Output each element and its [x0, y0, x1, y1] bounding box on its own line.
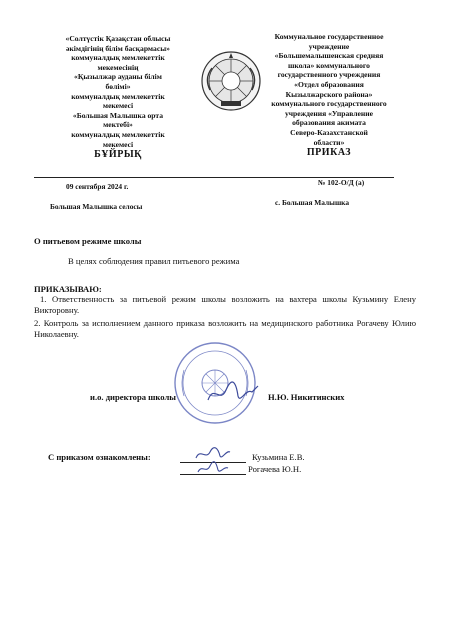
director-signature-icon — [204, 380, 262, 408]
header-ru-line: Северо-Казахстанской — [290, 127, 368, 137]
header-kz-line: мекемесінің — [97, 62, 139, 72]
header-kz-line: бөлімі» — [105, 81, 131, 91]
header-kz-line: «Большая Малышка орта — [72, 110, 164, 120]
header-kz-line: коммуналдық мемлекеттік — [71, 53, 165, 63]
place-kz: Большая Малышка селосы — [50, 202, 143, 211]
header-kz-line: мекемесі — [102, 139, 134, 149]
header-ru-line: учреждения «Управление — [284, 108, 374, 118]
header-ru-line: «Большемалышенская средняя — [274, 51, 384, 61]
order-heading: ПРИКАЗЫВАЮ: — [34, 284, 102, 294]
header-ru-line: Коммунальное государственное — [274, 32, 384, 41]
header-kz-line: «Қызылжар ауданы білім — [74, 72, 162, 82]
header-ru-line: государственного учреждения — [277, 70, 381, 80]
order-item: 1. Ответственность за питьевой режим школы возложить на вахтера школы Кузьмину Елену Викторовну. — [34, 294, 416, 316]
header-kz-line: коммуналдық мемлекеттік — [71, 129, 165, 139]
state-emblem-icon — [200, 50, 262, 112]
header-ru — [262, 32, 396, 158]
doc-title-ru: ПРИКАЗ — [306, 147, 352, 159]
header-kz — [48, 34, 188, 160]
acknowledger-name: Рогачева Ю.Н. — [248, 464, 302, 474]
signatory-name: Н.Ю. Никитинских — [268, 392, 345, 402]
header-ru-line: коммунального государственного — [271, 99, 387, 109]
order-preamble: В целях соблюдения правил питьевого режима — [68, 256, 240, 266]
header-kz-line: мектебі» — [103, 120, 133, 130]
header-ru-line: области» — [313, 137, 345, 147]
acknowledger-name: Кузьмина Е.В. — [252, 452, 305, 462]
header-kz-line: мекемесі — [102, 101, 134, 111]
header-ru-line: школа» коммунального — [288, 60, 370, 70]
order-number: № 102-О/Д (а) — [318, 178, 365, 187]
header-kz-line: «Солтүстік Қазақстан облысы — [65, 34, 171, 43]
header-ru-line: Кызылжарского района» — [285, 89, 373, 99]
handwritten-signatures-icon — [192, 444, 234, 478]
signatory-position: и.о. директора школы — [90, 392, 176, 402]
doc-title-kz: БҰЙРЫҚ — [94, 149, 142, 161]
header-ru-line: «Отдел образования — [294, 79, 364, 89]
acknowledgement-label: С приказом ознакомлены: — [48, 452, 151, 462]
header-ru-line: учреждение — [308, 41, 350, 51]
header-ru-line: образования акимата — [292, 118, 366, 128]
header-kz-line: коммуналдық мемлекеттік — [71, 91, 165, 101]
order-date: 09 сентября 2024 г. — [66, 182, 129, 191]
order-subject: О питьевом режиме школы — [34, 236, 142, 246]
place-ru: с. Большая Малышка — [275, 198, 350, 207]
order-item: 2. Контроль за исполнением данного приказа возложить на медицинского работника Рогачеву Юлию Николаевну. — [34, 318, 416, 340]
header-kz-line: әкімдігінің білім басқармасы» — [66, 43, 170, 53]
